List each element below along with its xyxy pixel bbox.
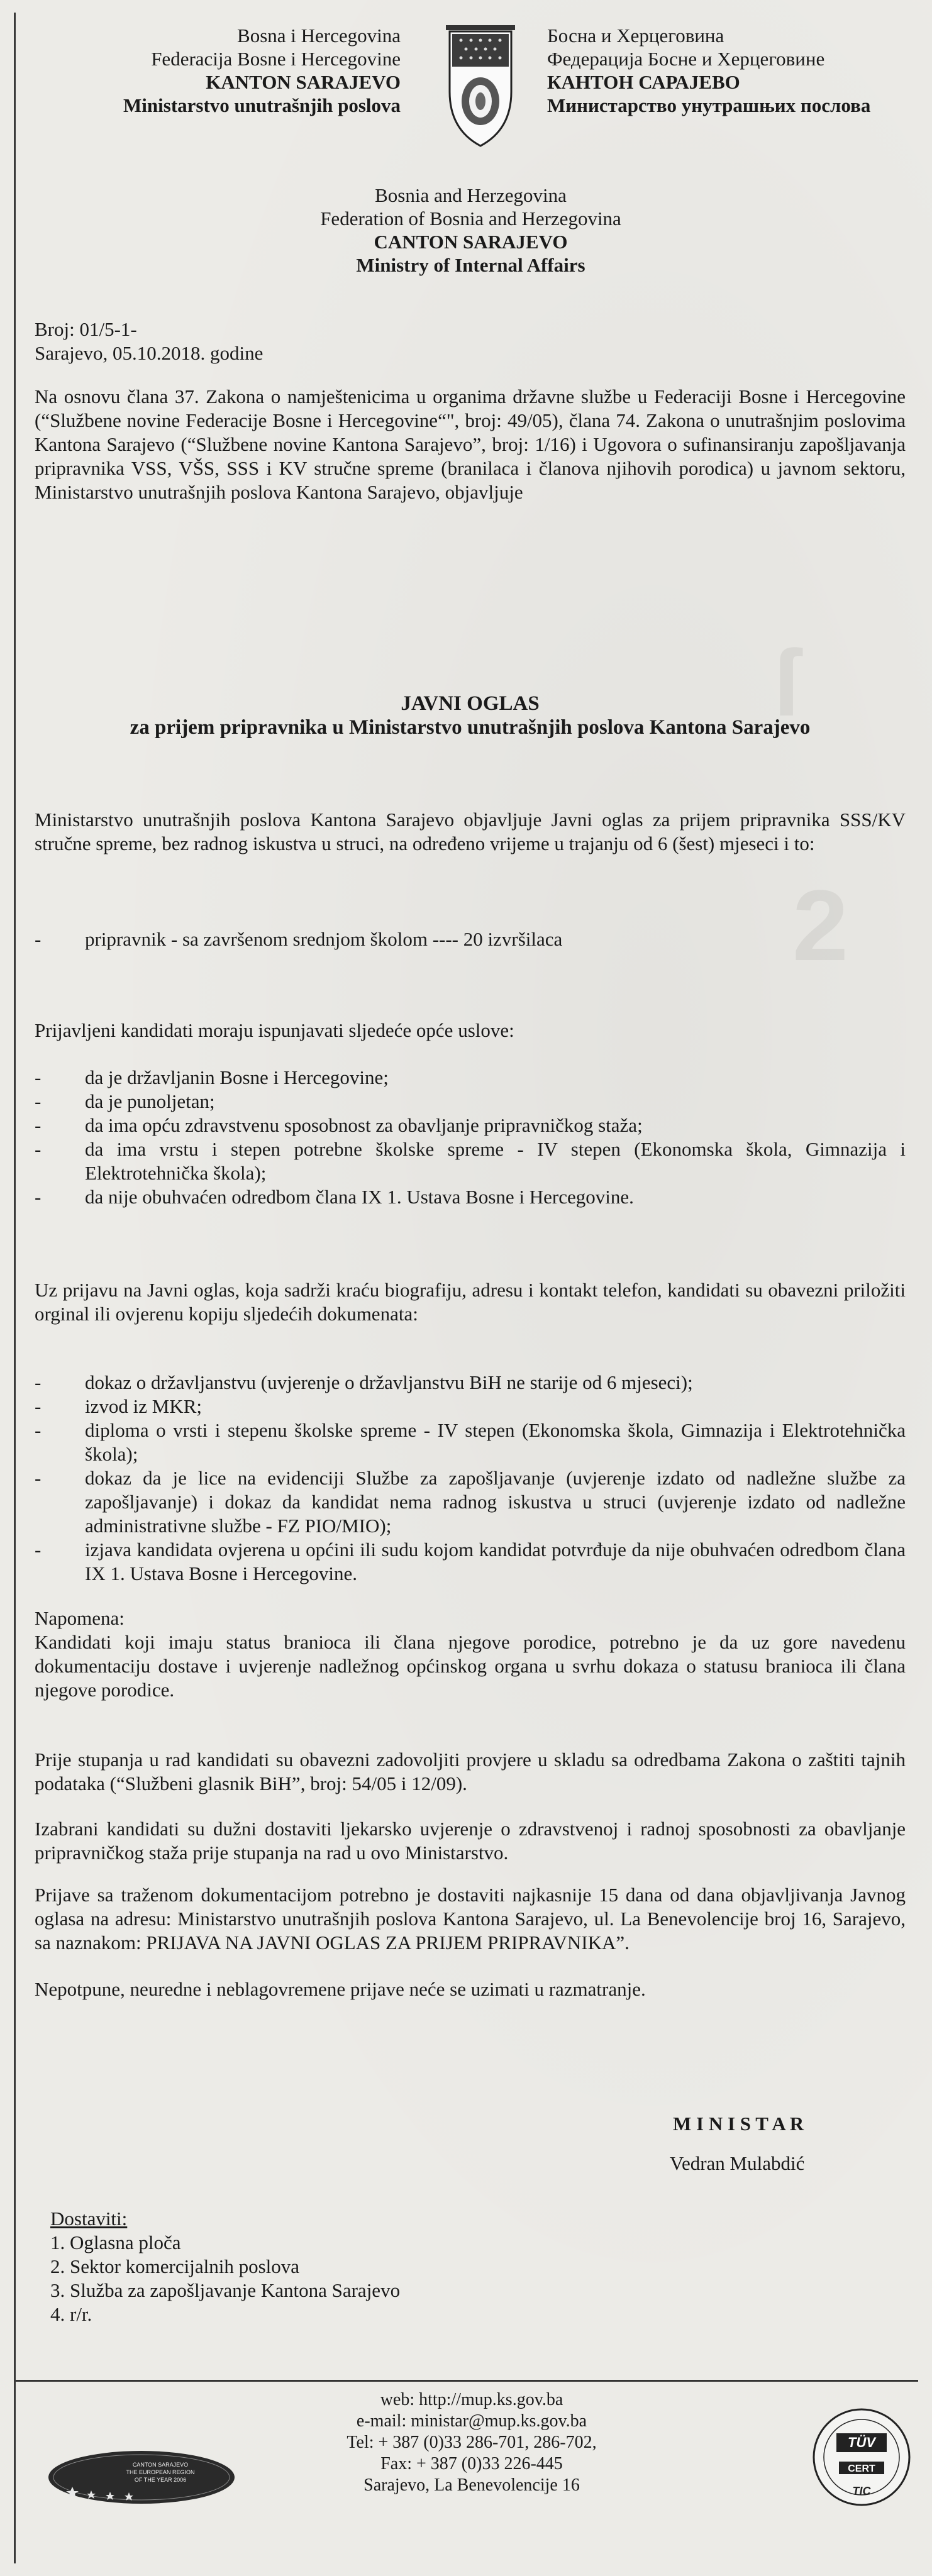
letterhead-cyrillic xyxy=(547,24,870,117)
badge-line: THE EUROPEAN REGION xyxy=(126,2469,195,2475)
canton-coat-of-arms-icon xyxy=(443,23,518,148)
condition-item: - da je punoljetan; xyxy=(35,1090,906,1114)
reference-block xyxy=(35,318,906,365)
letterhead-line: Министарство унутрашњих послова xyxy=(547,94,871,116)
distribution-item: 2. Sektor komercijalnih poslova xyxy=(50,2255,300,2277)
notice-title: JAVNI OGLAS xyxy=(401,692,540,715)
note-block xyxy=(35,1606,906,1702)
letterhead xyxy=(35,19,907,163)
reference-date: Sarajevo, 05.10.2018. godine xyxy=(35,342,264,364)
phone-text: Tel: + 387 (0)33 286-701, 286-702, xyxy=(347,2433,597,2452)
documents-list xyxy=(35,1371,906,1586)
letterhead-line: CANTON SARAJEVO xyxy=(374,231,568,253)
european-region-badge xyxy=(47,2449,236,2506)
medical-paragraph: Izabrani kandidati su dužni dostaviti ljekarsko uvjerenje o zdravstvenoj i radnoj sposobnosti za obavljanje pripravničkog staža prije stupanja na rad u ovo Ministarstvo. xyxy=(35,1818,906,1864)
european-region-logo-icon xyxy=(47,2449,236,2506)
footer-divider xyxy=(16,2380,918,2382)
document-item: - izjava kandidata ovjerena u općini ili sudu kojom kandidat potvrđuje da nije obuhvaćen odredbom člana IX 1. Ustava Bosne i Hercegovine. xyxy=(35,1538,906,1586)
condition-item: - da nije obuhvaćen odredbom člana IX 1. Ustava Bosne i Hercegovine. xyxy=(35,1185,906,1209)
notice-subtitle: za prijem pripravnika u Ministarstvo unutrašnjih poslova Kantona Sarajevo xyxy=(130,716,811,739)
signature-title: M I N I S T A R xyxy=(673,2113,804,2135)
seal-text: CERT xyxy=(848,2463,875,2474)
letterhead-line: Federacija Bosne i Hercegovine xyxy=(151,48,401,70)
letterhead-line: Bosna i Hercegovina xyxy=(237,25,401,47)
announcement-paragraph: Ministarstvo unutrašnjih poslova Kantona Sarajevo objavljuje Javni oglas za prijem pripravnika SSS/KV stručne spreme, bez radnog iskustva u struci, na određeno vrijeme u trajanju od 6 (šest) mjeseci i to: xyxy=(35,809,906,854)
letterhead-english xyxy=(35,184,907,277)
condition-item: - da ima vrstu i stepen potrebne školske spreme - IV stepen (Ekonomska škola, Gimnazija i Elektrotehnička škola); xyxy=(35,1137,906,1185)
badge-line: OF THE YEAR 2006 xyxy=(134,2477,187,2483)
badge-line: CANTON SARAJEVO xyxy=(132,2462,189,2468)
intro-paragraph: Na osnovu člana 37. Zakona o namještenicima u organima državne službe u Federaciji Bosne i Hercegovine (“Službene novine Federacije Bosne i Hercegovine“", broj: 49/05), člana 74. Zakona o unutrašnjim poslovima Kantona Sarajevo (“Službene novine Kantona Sarajevo”, broj: 1/16) i Ugovora o sufinansiranju zapošljavanja pripravnika VSS, VŠS, SSS i KV stručne spreme (branilaca i članova njihovih porodica) u javnom sektoru, Ministarstvo unutrašnjih poslova Kantona Sarajevo, objavljuje xyxy=(35,385,906,503)
bleed-through-mark: ſ xyxy=(774,630,800,736)
distribution-label: Dostaviti: xyxy=(50,2208,128,2230)
submission-paragraph: Prijave sa traženom dokumentacijom potrebno je dostaviti najkasnije 15 dana od dana objavljivanja Javnog oglasa na adresu: Ministarstvo unutrašnjih poslova Kantona Sarajevo, ul. La Benevolencije broj 16, Sarajevo, sa naznakom: PRIJAVA NA JAVNI OGLAS ZA PRIJEM PRIPRAVNIKA”. xyxy=(35,1884,906,1954)
letterhead-line: Federation of Bosnia and Herzegovina xyxy=(320,207,621,229)
letterhead-line: KANTON SARAJEVO xyxy=(206,71,401,93)
email-link[interactable]: e-mail: ministar@mup.ks.gov.ba xyxy=(356,2411,587,2431)
security-paragraph: Prije stupanja u rad kandidati su obavezni zadovoljiti provjere u skladu sa odredbama Zakona o zaštiti tajnih podataka (“Službeni glasnik BiH”, broj: 54/05 i 12/09). xyxy=(35,1749,906,1794)
documents-intro: Uz prijavu na Javni oglas, koja sadrži kraću biografiju, adresu i kontakt telefon, kandidati su obavezni priložiti orginal ili ovjerenu kopiju sljedećih dokumenata: xyxy=(35,1279,906,1325)
letterhead-line: Ministarstvo unutrašnjih poslova xyxy=(123,94,401,116)
document-item: - dokaz o državljanstvu (uvjerenje o državljanstvu BiH ne starije od 6 mjeseci); xyxy=(35,1371,906,1395)
seal-text: TÜV xyxy=(848,2435,875,2450)
website-link[interactable]: web: http://mup.ks.gov.ba xyxy=(380,2390,563,2409)
letterhead-line: КАНТОН САРАЈЕВО xyxy=(547,71,740,93)
letterhead-line: Босна и Херцеговина xyxy=(547,25,724,47)
letterhead-latin xyxy=(123,24,401,117)
position-item: - pripravnik - sa završenom srednjom školom ---- 20 izvršilaca xyxy=(35,927,906,951)
letterhead-line: Федерација Босне и Херцеговине xyxy=(547,48,825,70)
footer xyxy=(0,2389,932,2565)
note-label: Napomena: xyxy=(35,1607,125,1629)
distribution-item: 3. Služba za zapošljavanje Kantona Sarajevo xyxy=(50,2279,401,2301)
document-item: - diploma o vrsti i stepenu školske spreme - IV stepen (Ekonomska škola, Gimnazija i Elektrotehnička škola); xyxy=(35,1418,906,1466)
letterhead-line: Ministry of Internal Affairs xyxy=(356,254,585,276)
conditions-intro: Prijavljeni kandidati moraju ispunjavati sljedeće opće uslove: xyxy=(35,1019,514,1041)
contact-info xyxy=(327,2389,616,2496)
tuv-cert-badge xyxy=(811,2402,912,2515)
letterhead-line: Bosnia and Herzegovina xyxy=(375,184,567,206)
reference-number: Broj: 01/5-1- xyxy=(35,318,137,340)
fax-text: Fax: + 387 (0)33 226-445 xyxy=(380,2454,563,2474)
note-text: Kandidati koji imaju status branioca ili člana njegove porodice, potrebno je da uz gore navedenu dokumentaciju dostave i uvjerenje nadležnog općinskog organa u svrhu dokaza o statusu branioca ili člana njegove porodice. xyxy=(35,1631,906,1701)
document-item: - dokaz da je lice na evidenciji Službe za zapošljavanje (uvjerenje izdato od nadležne službe za zapošljavanje) i dokaz da kandidat nema radnog iskustva u struci (uvjerenje izdato od nadležne administrativne službe - FZ PIO/MIO); xyxy=(35,1466,906,1538)
distribution-block xyxy=(50,2207,921,2326)
signature-name: Vedran Mulabdić xyxy=(670,2152,805,2174)
condition-item: - da ima opću zdravstvenu sposobnost za obavljanje pripravničkog staža; xyxy=(35,1114,906,1137)
notice-title-block xyxy=(35,692,906,739)
left-border-line xyxy=(14,13,16,2563)
seal-text: TIC xyxy=(852,2485,871,2497)
bleed-through-mark: 2 xyxy=(792,869,848,981)
distribution-item: 4. r/r. xyxy=(50,2303,92,2325)
conditions-list xyxy=(35,1066,906,1209)
document-item: - izvod iz MKR; xyxy=(35,1395,906,1418)
condition-item: - da je državljanin Bosne i Hercegovine; xyxy=(35,1066,906,1090)
tuv-certification-seal-icon xyxy=(811,2402,912,2515)
address-text: Sarajevo, La Benevolencije 16 xyxy=(363,2475,580,2495)
incomplete-paragraph: Nepotpune, neuredne i neblagovremene prijave neće se uzimati u razmatranje. xyxy=(35,1978,646,2000)
position-list xyxy=(35,927,906,951)
distribution-item: 1. Oglasna ploča xyxy=(50,2231,181,2253)
